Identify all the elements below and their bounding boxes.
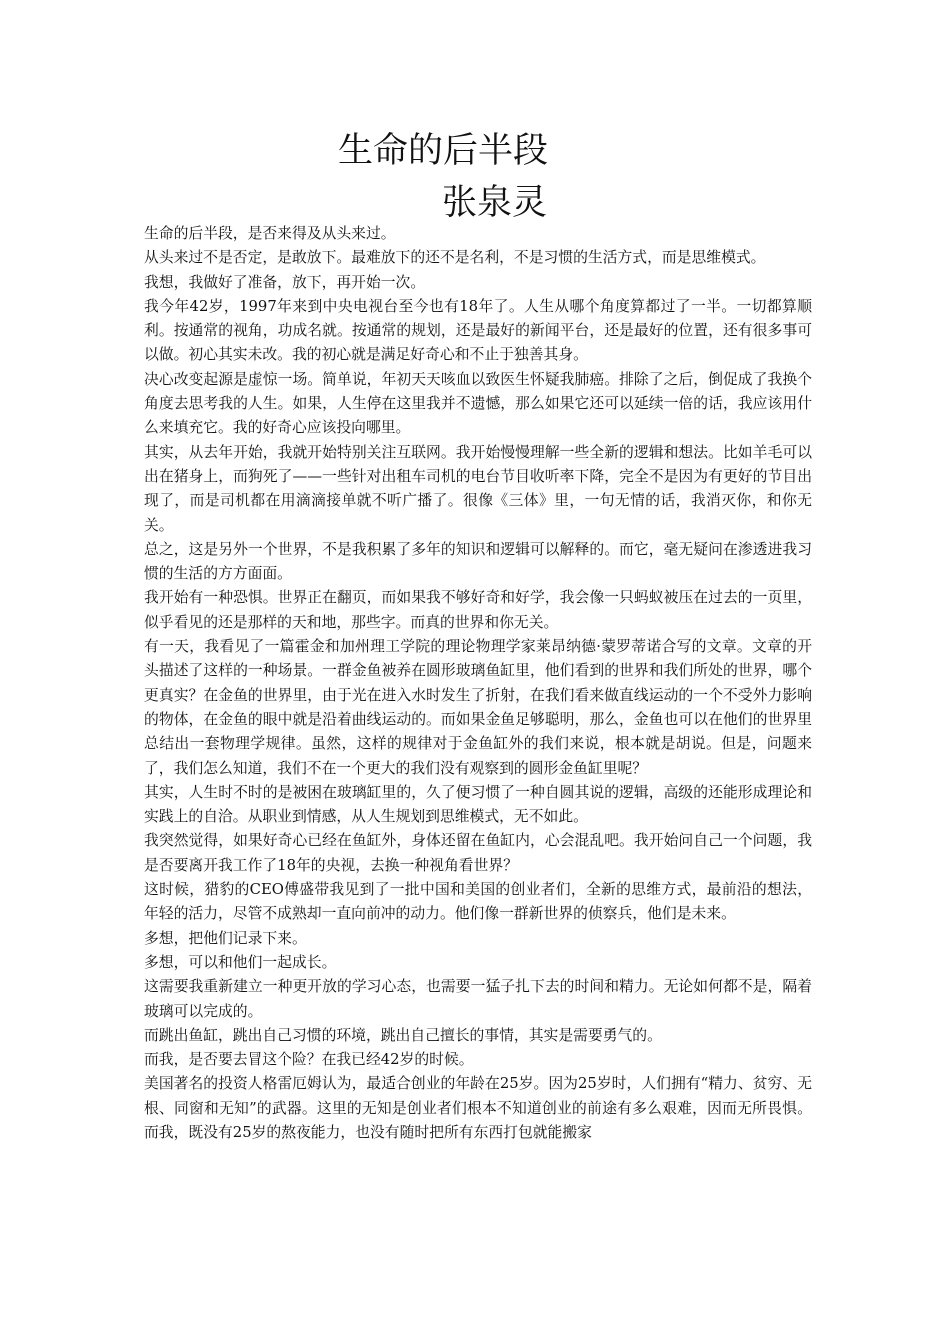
paragraph: 而跳出鱼缸，跳出自己习惯的环境，跳出自己擅长的事情，其实是需要勇气的。 <box>144 1026 662 1044</box>
paragraph: 其实，从去年开始，我就开始特别关注互联网。我开始慢慢理解一些全新的逻辑和想法。比如羊毛可以出在猪身上，而狗死了——一些针对出租车司机的电台节目收听率下降，完全不是因为有更好的节目出现了，而是司机都在用滴滴接单就不听广播了。很像《三体》里，一句无情的话，我消灭你，和你无关。 <box>144 443 812 534</box>
paragraph: 而我，是否要去冒这个险？在我已经42岁的时候。 <box>144 1051 474 1069</box>
paragraph: 这需要我重新建立一种更开放的学习心态，也需要一猛子扎下去的时间和精力。无论如何都不是，隔着玻璃可以完成的。 <box>144 978 812 1020</box>
paragraph: 我今年42岁，1997年来到中央电视台至今也有18年了。人生从哪个角度算都过了一半。一切都算顺利。按通常的视角，功成名就。按通常的规划，还是最好的新闻平台，还是最好的位置，还有很多事可以做。初心其实未改。我的初心就是满足好奇心和不止于独善其身。 <box>144 297 812 364</box>
paragraph: 我突然觉得，如果好奇心已经在鱼缸外，身体还留在鱼缸内，心会混乱吧。我开始问自己一个问题，我是否要离开我工作了18年的央视，去换一种视角看世界？ <box>144 832 812 874</box>
paragraph: 其实，人生时不时的是被困在玻璃缸里的，久了便习惯了一种自圆其说的逻辑，高级的还能形成理论和实践上的自洽。从职业到情感，从人生规划到思维模式，无不如此。 <box>144 783 812 826</box>
author-name: 张泉灵 <box>442 183 548 223</box>
paragraph: 我开始有一种恐惧。世界正在翻页，而如果我不够好奇和好学，我会像一只蚂蚁被压在过去的一页里，似乎看见的还是那样的天和地，那些字。而真的世界和你无关。 <box>144 589 812 631</box>
paragraph: 这时候，猎豹的CEO傅盛带我见到了一批中国和美国的创业者们，全新的思维方式，最前沿的想法，年轻的活力，尽管不成熟却一直向前冲的动力。他们像一群新世界的侦察兵，他们是未来。 <box>144 881 812 923</box>
paragraph: 总之，这是另外一个世界，不是我积累了多年的知识和逻辑可以解释的。而它，毫无疑问在渗透进我习惯的生活的方方面面。 <box>144 540 812 583</box>
paragraph: 有一天，我看见了一篇霍金和加州理工学院的理论物理学家莱昂纳德·蒙罗蒂诺合写的文章。文章的开头描述了这样的一种场景。一群金鱼被养在圆形玻璃鱼缸里，他们看到的世界和我们所处的世界，哪个更真实？在金鱼的世界里，由于光在进入水时发生了折射，在我们看来做直线运动的一个不受外力影响的物体，在金鱼的眼中就是沿着曲线运动的。而如果金鱼足够聪明，那么，金鱼也可以在他们的世界里总结出一套物理学规律。虽然，这样的规律对于金鱼缸外的我们来说，根本就是胡说。但是，问题来了，我们怎么知道，我们不在一个更大的我们没有观察到的圆形金鱼缸里呢？ <box>144 638 812 777</box>
paragraph: 我想，我做好了准备，放下，再开始一次。 <box>144 273 426 291</box>
paragraph: 美国著名的投资人格雷厄姆认为，最适合创业的年龄在25岁。因为25岁时，人们拥有“精力、贫穷、无根、同窗和无知”的武器。这里的无知是创业者们根本不知道创业的前途有多么艰难，因而无所畏惧。而我，既没有25岁的熬夜能力，也没有随时把所有东西打包就能搬家 <box>144 1075 812 1141</box>
paragraph: 生命的后半段，是否来得及从头来过。 <box>144 225 396 242</box>
paragraph: 决心改变起源是虚惊一场。简单说，年初天天咳血以致医生怀疑我肺癌。排除了之后，倒促成了我换个角度去思考我的人生。如果，人生停在这里我并不遗憾，那么如果它还可以延续一倍的话，我应该用什么来填充它。我的好奇心应该投向哪里。 <box>144 370 812 437</box>
paragraph: 多想，把他们记录下来。 <box>144 929 307 947</box>
document-title: 生命的后半段 <box>338 131 549 171</box>
paragraph: 多想，可以和他们一起成长。 <box>144 953 337 971</box>
paragraph: 从头来过不是否定，是敢放下。最难放下的还不是名利，不是习惯的生活方式，而是思维模式。 <box>144 249 766 267</box>
article-body <box>144 222 812 1145</box>
